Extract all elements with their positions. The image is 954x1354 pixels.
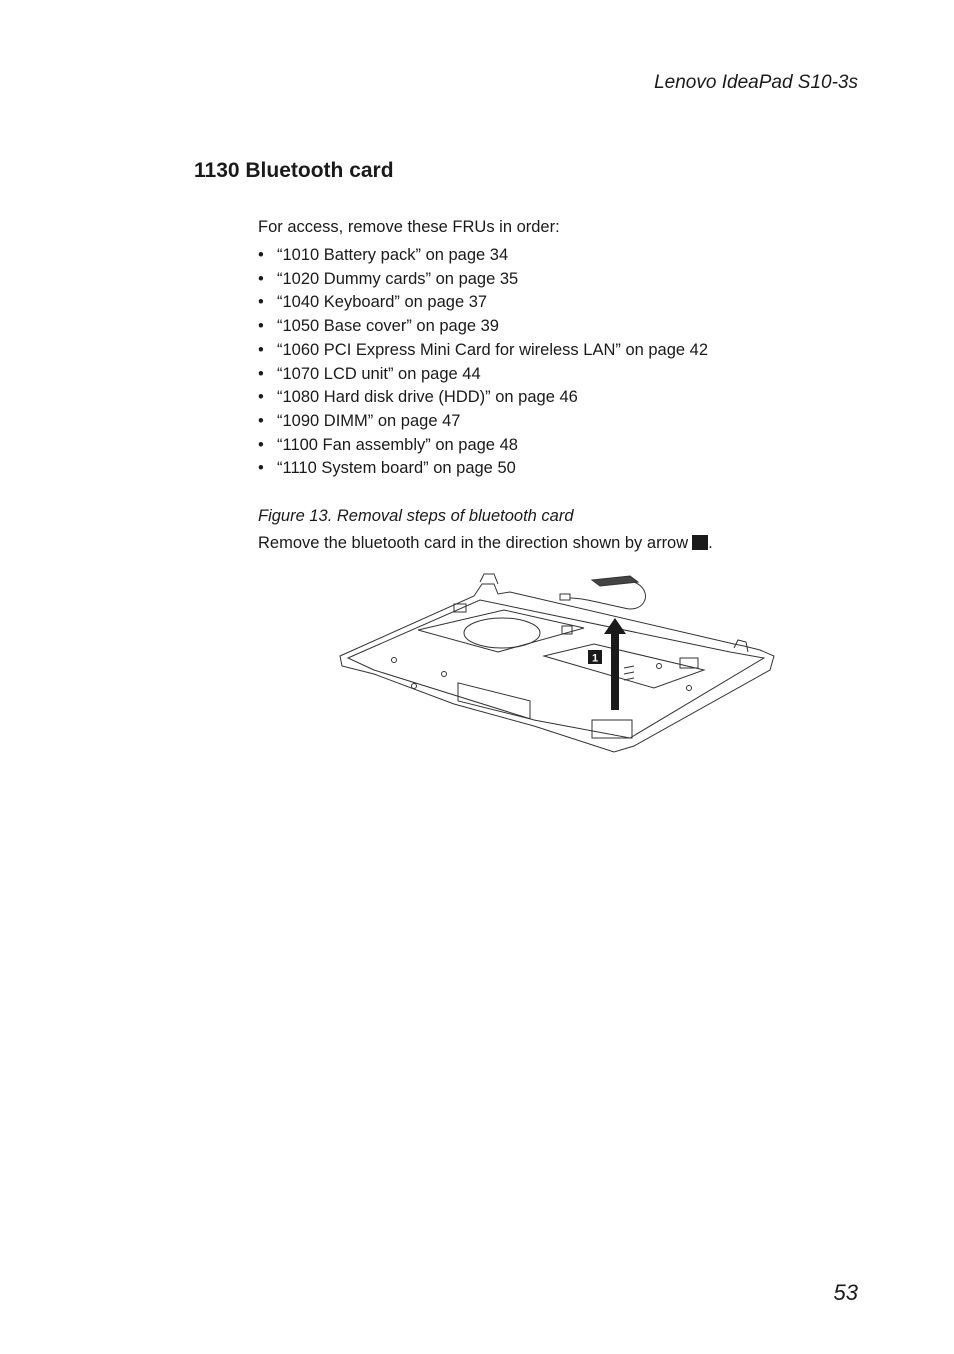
list-item: • “1110 System board” on page 50 xyxy=(258,457,878,481)
cable-connector xyxy=(560,594,570,600)
screw xyxy=(442,672,447,677)
callout-label: 1 xyxy=(591,652,599,665)
list-item: • “1020 Dummy cards” on page 35 xyxy=(258,268,878,292)
laptop-base-illustration xyxy=(334,570,780,760)
fru-list xyxy=(258,244,878,481)
vent xyxy=(624,666,634,680)
callout-1 xyxy=(588,650,602,665)
list-item: • “1080 Hard disk drive (HDD)” on page 46 xyxy=(258,386,878,410)
list-item: • “1090 DIMM” on page 47 xyxy=(258,410,878,434)
running-header: Lenovo IdeaPad S10-3s xyxy=(654,72,858,93)
list-item: • “1040 Keyboard” on page 37 xyxy=(258,291,878,315)
section-title: 1130 Bluetooth card xyxy=(194,159,394,182)
bluetooth-removal-figure xyxy=(334,570,780,760)
figure-instruction xyxy=(258,531,878,555)
page-number: 53 xyxy=(833,1280,858,1305)
instruction-text: Remove the bluetooth card in the direction shown by arrow xyxy=(258,534,689,553)
hinge-left xyxy=(480,574,498,584)
arrow-marker-icon xyxy=(692,535,708,550)
list-item: • “1050 Base cover” on page 39 xyxy=(258,315,878,339)
intro-text: For access, remove these FRUs in order: xyxy=(258,218,560,236)
bluetooth-cable xyxy=(570,582,645,609)
instruction-suffix: . xyxy=(708,534,713,553)
list-item: • “1100 Fan assembly” on page 48 xyxy=(258,434,878,458)
list-item: • “1010 Battery pack” on page 34 xyxy=(258,244,878,268)
screw xyxy=(392,658,397,663)
screw xyxy=(657,664,662,669)
arrow-shaft xyxy=(611,632,619,710)
panel-recess xyxy=(464,618,540,648)
front-port xyxy=(458,683,530,719)
screw xyxy=(412,684,417,689)
connector-block xyxy=(592,720,632,738)
list-item: • “1060 PCI Express Mini Card for wireless LAN” on page 42 xyxy=(258,339,878,363)
chassis-outline xyxy=(340,584,774,752)
list-item: • “1070 LCD unit” on page 44 xyxy=(258,363,878,387)
section-content xyxy=(258,216,878,555)
screw xyxy=(687,686,692,691)
figure-caption: Figure 13. Removal steps of bluetooth card xyxy=(258,507,574,526)
bluetooth-card xyxy=(592,576,638,586)
removal-arrow xyxy=(604,618,626,710)
